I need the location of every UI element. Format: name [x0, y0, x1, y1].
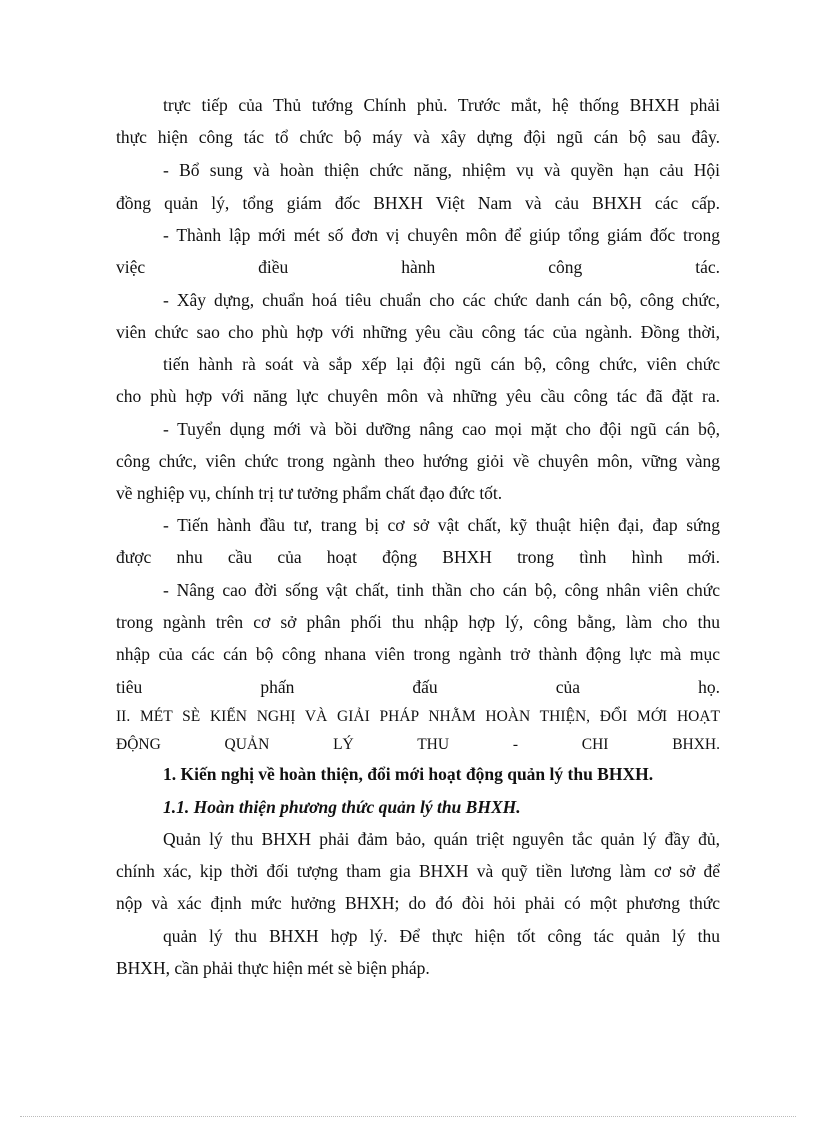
paragraph-line: cho phù hợp với năng lực chuyên môn và những yêu cầu công tác đã đặt ra. — [116, 386, 720, 406]
paragraph-line: tiêu phấn đấu của họ. — [116, 677, 720, 697]
paragraph-line: - Tiến hành đầu tư, trang bị cơ sở vật chất, kỹ thuật hiện đại, đap sứng — [163, 515, 720, 535]
paragraph-line: - Thành lập mới mét số đơn vị chuyên môn để giúp tổng giám đốc trong — [163, 225, 720, 245]
footer-divider — [20, 1116, 796, 1117]
paragraph-line: - Nâng cao đời sống vật chất, tinh thần cho cán bộ, công nhân viên chức — [163, 580, 720, 600]
sub-subsection-heading: 1.1. Hoàn thiện phương thức quản lý thu BHXH. — [163, 797, 521, 817]
paragraph-line: thực hiện công tác tổ chức bộ máy và xây dựng đội ngũ cán bộ sau đây. — [116, 127, 720, 147]
paragraph-line: - Bổ sung và hoàn thiện chức năng, nhiệm vụ và quyền hạn cảu Hội — [163, 160, 720, 180]
paragraph-line: - Tuyển dụng mới và bồi dưỡng nâng cao mọi mặt cho đội ngũ cán bộ, — [163, 419, 720, 439]
section-heading-line: ĐỘNG QUẢN LÝ THU - CHI BHXH. — [116, 736, 720, 753]
paragraph-line: - Xây dựng, chuẩn hoá tiêu chuẩn cho các chức danh cán bộ, công chức, — [163, 290, 720, 310]
paragraph-line: nhập của các cán bộ công nhana viên trong ngành trở thành động lực mà mục — [116, 644, 720, 664]
paragraph-line: tiến hành rà soát và sắp xếp lại đội ngũ cán bộ, công chức, viên chức — [163, 354, 720, 374]
paragraph-line: trong ngành trên cơ sở phân phối thu nhập hợp lý, công bằng, làm cho thu — [116, 612, 720, 632]
paragraph-line: nộp và xác định mức hưởng BHXH; do đó đòi hỏi phải có một phương thức — [116, 893, 720, 913]
paragraph-line: đồng quản lý, tổng giám đốc BHXH Việt Nam và cảu BHXH các cấp. — [116, 193, 720, 213]
paragraph-line: BHXH, cần phải thực hiện mét sè biện pháp. — [116, 958, 430, 978]
paragraph-line: chính xác, kịp thời đối tượng tham gia BHXH và quỹ tiền lương làm cơ sở để — [116, 861, 720, 881]
paragraph-line: Quản lý thu BHXH phải đảm bảo, quán triệt nguyên tắc quản lý đầy đủ, — [163, 829, 720, 849]
section-heading-line: II. MÉT SÈ KIẾN NGHỊ VÀ GIẢI PHÁP NHẰM HOÀN THIỆN, ĐỔI MỚI HOẠT — [116, 708, 720, 725]
paragraph-line: công chức, viên chức trong ngành theo hướng giỏi về chuyên môn, vững vàng — [116, 451, 720, 471]
paragraph-line: viên chức sao cho phù hợp với những yêu cầu công tác của ngành. Đồng thời, — [116, 322, 720, 342]
paragraph-line: việc điều hành công tác. — [116, 257, 720, 277]
paragraph-line: về nghiệp vụ, chính trị tư tưởng phẩm chất đạo đức tốt. — [116, 483, 503, 503]
paragraph-line: trực tiếp của Thủ tướng Chính phủ. Trước mắt, hệ thống BHXH phải — [163, 95, 720, 115]
subsection-heading: 1. Kiến nghị về hoàn thiện, đổi mới hoạt động quản lý thu BHXH. — [163, 764, 654, 784]
paragraph-line: quản lý thu BHXH hợp lý. Để thực hiện tốt công tác quản lý thu — [163, 926, 720, 946]
paragraph-line: được nhu cầu của hoạt động BHXH trong tình hình mới. — [116, 547, 720, 567]
